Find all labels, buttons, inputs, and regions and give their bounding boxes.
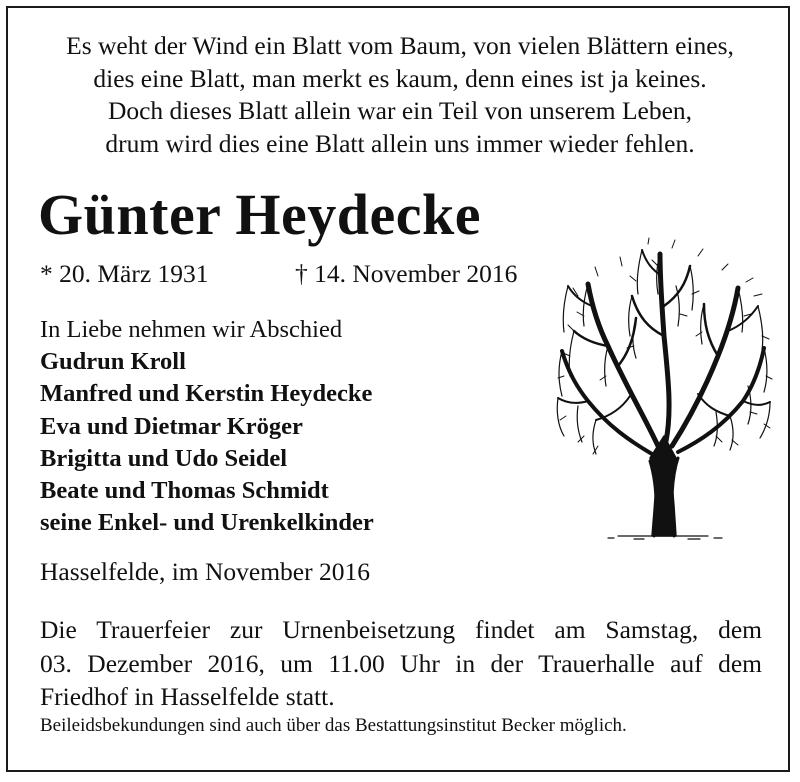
mourner-name: seine Enkel- und Urenkelkinder: [40, 509, 374, 537]
funeral-line: Friedhof in Hasselfelde statt.: [40, 682, 335, 711]
poem-line: Es weht der Wind ein Blatt vom Baum, von vielen Blättern eines,: [66, 31, 734, 60]
poem-line: Doch dieses Blatt allein war ein Teil von unserem Leben,: [107, 96, 693, 125]
condolences-note: Beileidsbekundungen sind auch über das Bestattungsinstitut Becker möglich.: [40, 715, 627, 736]
tree-illustration: [548, 236, 774, 542]
mourners-block: [40, 314, 374, 539]
mourner-name: Brigitta und Udo Seidel: [40, 444, 288, 472]
poem: [0, 30, 800, 160]
birth-date: * 20. März 1931: [40, 259, 209, 288]
place-and-date: Hasselfelde, im November 2016: [40, 557, 370, 586]
poem-line: drum wird dies eine Blatt allein uns immer wieder fehlen.: [105, 128, 695, 158]
mourner-name: Eva und Dietmar Kröger: [40, 412, 303, 440]
funeral-notice: [40, 613, 762, 714]
poem-line: dies eine Blatt, man merkt es kaum, denn eines ist ja keines.: [93, 63, 707, 93]
mourner-name: Manfred und Kerstin Heydecke: [40, 380, 373, 408]
mourner-name: Beate und Thomas Schmidt: [40, 477, 329, 505]
mourners-intro: In Liebe nehmen wir Abschied: [40, 316, 343, 343]
death-date: † 14. November 2016: [295, 259, 518, 288]
funeral-line: 03. Dezember 2016, um 11.00 Uhr in der Trauerhalle auf dem: [40, 648, 762, 678]
deceased-name: Günter Heydecke: [38, 182, 481, 247]
funeral-line: Die Trauerfeier zur Urnenbeisetzung findet am Samstag, dem: [40, 615, 762, 644]
mourner-name: Gudrun Kroll: [40, 348, 186, 376]
